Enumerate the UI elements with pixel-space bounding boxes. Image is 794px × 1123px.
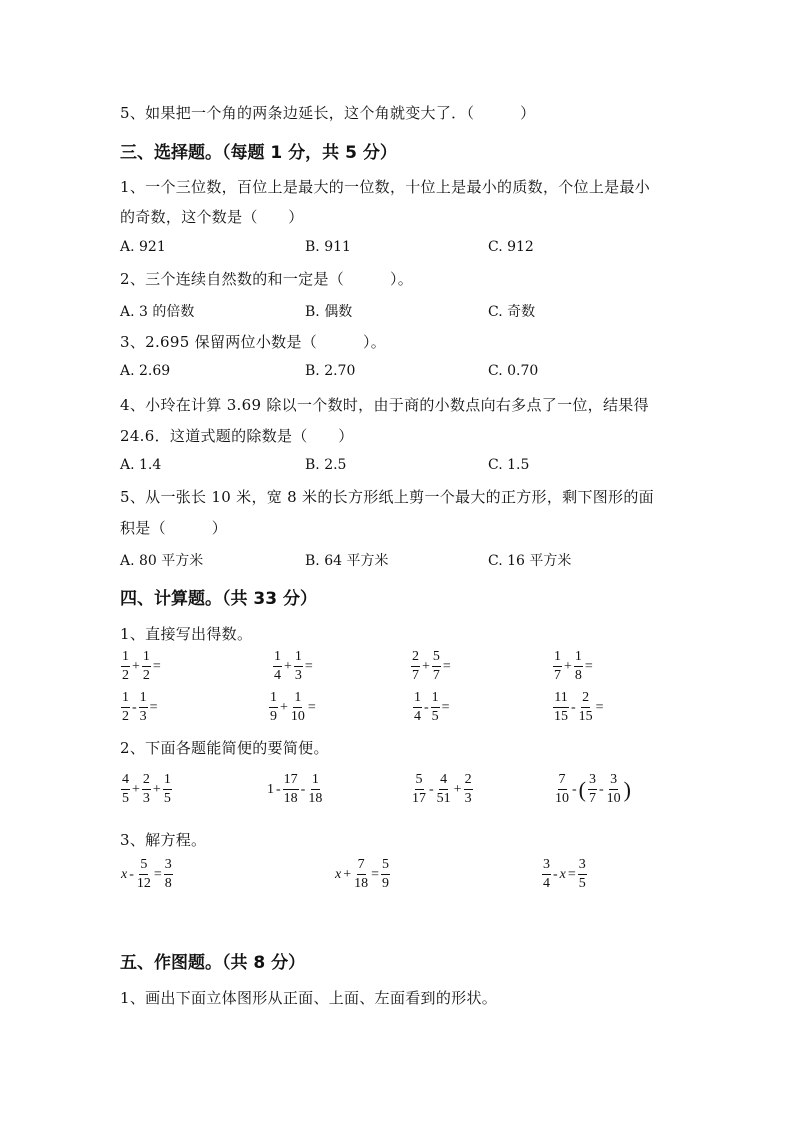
- fraction: $\frac{7}{18}$: [354, 857, 369, 891]
- fraction: $\frac{3}{7}$: [589, 772, 596, 806]
- fraction: $\frac{5}{7}$: [432, 649, 440, 683]
- equation-3: $\frac{3}{4}$ - x = $\frac{3}{5}$: [543, 857, 586, 891]
- choice-q4-line2: 24.6．这道式题的除数是（ ）: [120, 427, 354, 445]
- fraction: $\frac{2}{3}$: [464, 772, 472, 806]
- simplify-calc-4: $\frac{7}{10}$ -( $\frac{3}{7}$ - $\frac{3}{10}$ ): [555, 772, 631, 806]
- choice-q1-option-c[interactable]: C. 912: [488, 239, 534, 255]
- fraction: $\frac{1}{4}$: [274, 649, 281, 683]
- choice-q5-option-b[interactable]: B. 64 平方米: [305, 553, 389, 569]
- equation-1: x - $\frac{5}{12}$ = $\frac{3}{8}$: [121, 857, 172, 891]
- direct-calc-3: $\frac{2}{7}$ + $\frac{5}{7}$ =: [412, 649, 451, 683]
- direct-calc-1: $\frac{1}{2}$ + $\frac{1}{2}$ =: [122, 649, 161, 683]
- direct-calc-5: $\frac{1}{2}$ - $\frac{1}{3}$ =: [122, 690, 158, 724]
- calc-part-2-label: 2、下面各题能简便的要简便。: [120, 739, 329, 757]
- choice-q4-option-b[interactable]: B. 2.5: [305, 457, 347, 473]
- direct-calc-8: $\frac{11}{15}$ - $\frac{2}{15}$ =: [554, 690, 604, 724]
- choice-q1-line2: 的奇数，这个数是（ ）: [120, 208, 304, 226]
- section-3-title: 三、选择题。（每题 1 分，共 5 分）: [120, 143, 397, 163]
- choice-q2: 2、三个连续自然数的和一定是（ ）。: [120, 270, 414, 288]
- fraction: $\frac{3}{4}$: [543, 857, 550, 891]
- equation-2: x + $\frac{7}{18}$ = $\frac{5}{9}$: [335, 857, 390, 891]
- choice-q1-line1: 1、一个三位数，百位上是最大的一位数，十位上是最小的质数，个位上是最小: [120, 178, 651, 196]
- fraction: $\frac{1}{3}$: [294, 649, 302, 683]
- fraction: $\frac{1}{18}$: [308, 772, 323, 806]
- choice-q3-option-c[interactable]: C. 0.70: [488, 363, 539, 379]
- fraction: $\frac{1}{3}$: [139, 690, 147, 724]
- fraction: $\frac{2}{7}$: [412, 649, 419, 683]
- fraction: $\frac{1}{5}$: [431, 690, 439, 724]
- choice-q3-option-a[interactable]: A. 2.69: [120, 363, 171, 379]
- direct-calc-6: $\frac{1}{9}$ + $\frac{1}{10}$ =: [270, 690, 316, 724]
- choice-q2-option-b[interactable]: B. 偶数: [305, 304, 353, 320]
- simplify-calc-1: $\frac{4}{5}$ + $\frac{2}{3}$ + $\frac{1}{5}$: [122, 772, 171, 806]
- direct-calc-4: $\frac{1}{7}$ + $\frac{1}{8}$ =: [554, 649, 593, 683]
- fraction: $\frac{1}{2}$: [122, 690, 129, 724]
- fraction: $\frac{7}{10}$: [555, 772, 569, 806]
- fraction: $\frac{5}{12}$: [136, 857, 151, 891]
- direct-calc-2: $\frac{1}{4}$ + $\frac{1}{3}$ =: [274, 649, 313, 683]
- choice-q5-line2: 积是（ ）: [120, 519, 228, 537]
- choice-q3-option-b[interactable]: B. 2.70: [305, 363, 356, 379]
- choice-q1-option-a[interactable]: A. 921: [120, 239, 166, 255]
- choice-q5-line1: 5、从一张长 10 米，宽 8 米的长方形纸上剪一个最大的正方形，剩下图形的面: [120, 488, 654, 506]
- choice-q2-option-a[interactable]: A. 3 的倍数: [120, 304, 195, 320]
- choice-q4-option-c[interactable]: C. 1.5: [488, 457, 530, 473]
- choice-q4-line1: 4、小玲在计算 3.69 除以一个数时，由于商的小数点向右多点了一位，结果得: [120, 396, 649, 414]
- fraction: $\frac{1}{7}$: [554, 649, 561, 683]
- fraction: $\frac{1}{2}$: [142, 649, 150, 683]
- simplify-calc-2: 1 - $\frac{17}{18}$ - $\frac{1}{18}$: [267, 772, 323, 806]
- fraction: $\frac{4}{5}$: [122, 772, 129, 806]
- drawing-question-1: 1、画出下面立体图形从正面、上面、左面看到的形状。: [120, 989, 498, 1007]
- fraction: $\frac{4}{51}$: [436, 772, 451, 806]
- simplify-calc-3: $\frac{5}{17}$ - $\frac{4}{51}$ + $\frac{2}{3}$: [412, 772, 472, 806]
- fraction: $\frac{3}{8}$: [164, 857, 172, 891]
- fraction: $\frac{2}{15}$: [578, 690, 593, 724]
- fraction: $\frac{3}{5}$: [578, 857, 586, 891]
- section-4-title: 四、计算题。（共 33 分）: [120, 589, 317, 609]
- calc-part-1-label: 1、直接写出得数。: [120, 625, 253, 643]
- fraction: $\frac{1}{2}$: [122, 649, 129, 683]
- fraction: $\frac{11}{15}$: [554, 690, 568, 724]
- fraction: $\frac{17}{18}$: [283, 772, 298, 806]
- choice-q4-option-a[interactable]: A. 1.4: [120, 457, 162, 473]
- fraction: $\frac{1}{9}$: [270, 690, 277, 724]
- fraction: $\frac{2}{3}$: [142, 772, 150, 806]
- choice-q5-option-c[interactable]: C. 16 平方米: [488, 553, 572, 569]
- judge-question-5: 5、如果把一个角的两条边延长，这个角就变大了．（ ）: [120, 104, 536, 122]
- fraction: $\frac{5}{9}$: [382, 857, 390, 891]
- choice-q5-option-a[interactable]: A. 80 平方米: [120, 553, 204, 569]
- choice-q3: 3、2.695 保留两位小数是（ ）。: [120, 333, 387, 351]
- choice-q1-option-b[interactable]: B. 911: [305, 239, 351, 255]
- fraction: $\frac{1}{8}$: [574, 649, 582, 683]
- fraction: $\frac{1}{10}$: [290, 690, 305, 724]
- fraction: $\frac{1}{5}$: [163, 772, 171, 806]
- choice-q2-option-c[interactable]: C. 奇数: [488, 304, 536, 320]
- calc-part-3-label: 3、解方程。: [120, 831, 207, 849]
- section-5-title: 五、作图题。（共 8 分）: [120, 953, 306, 973]
- direct-calc-7: $\frac{1}{4}$ - $\frac{1}{5}$ =: [414, 690, 450, 724]
- fraction: $\frac{3}{10}$: [606, 772, 621, 806]
- fraction: $\frac{5}{17}$: [412, 772, 426, 806]
- fraction: $\frac{1}{4}$: [414, 690, 421, 724]
